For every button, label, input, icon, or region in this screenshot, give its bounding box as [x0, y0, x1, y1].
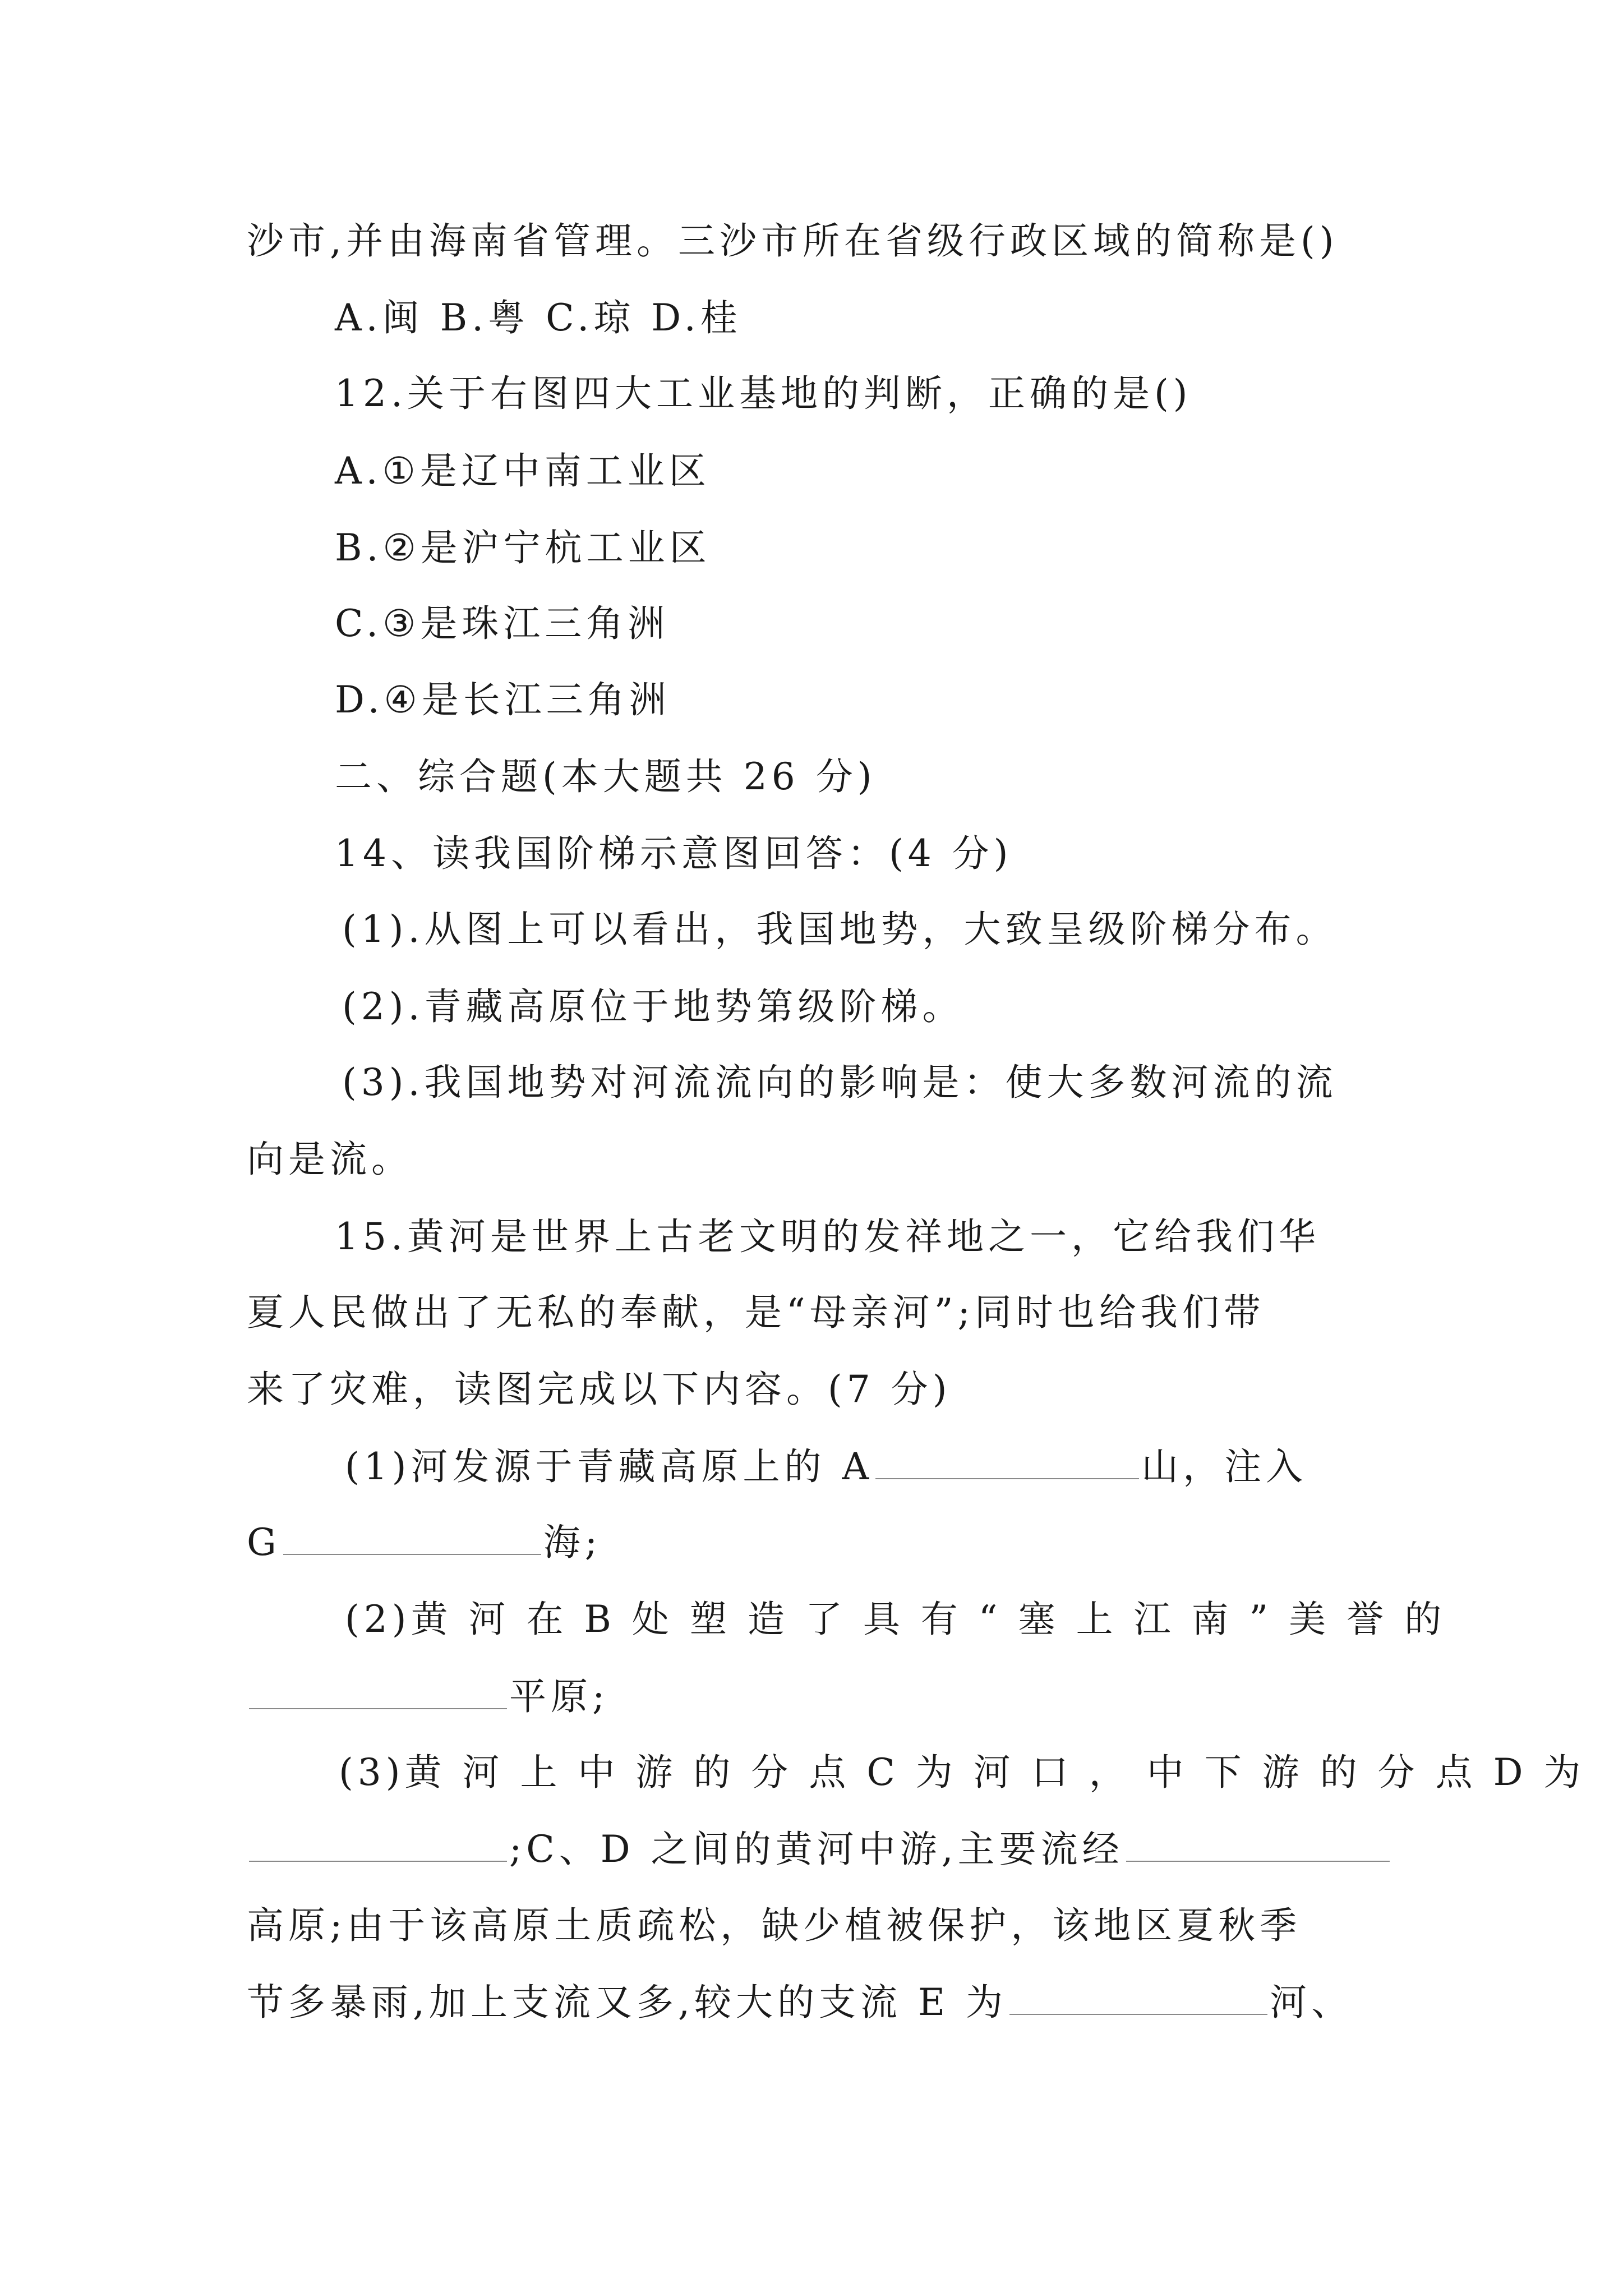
q15-part-2-cont-text: 平原; — [509, 1675, 610, 1718]
q15-stem-1: 15.黄河是世界上古老文明的发祥地之一，它给我们华 — [335, 1215, 1320, 1258]
section-heading: 二、综合题(本大题共 26 分) — [335, 755, 877, 798]
q15-part-3-cont-2: 高原;由于该高原土质疏松，缺少植被保护，该地区夏秋季 — [247, 1904, 1302, 1947]
q12-stem: 12.关于右图四大工业基地的判断，正确的是() — [335, 372, 1192, 415]
q14-part-1: (1).从图上可以看出，我国地势，大致呈级阶梯分布。 — [342, 908, 1338, 951]
answer-blank-d[interactable] — [249, 1828, 507, 1862]
q15-part-3-cont — [247, 1827, 1392, 1872]
q15-part-3-cont-3-text: 节多暴雨,加上支流又多,较大的支流 E 为 — [247, 1981, 1008, 2024]
answer-blank-plateau[interactable] — [1126, 1828, 1390, 1862]
q15-part-3-cont-text: ;C、D 之间的黄河中游,主要流经 — [509, 1828, 1124, 1871]
q15-part-1-cont-text: G — [247, 1521, 281, 1564]
text-line-1: 沙市,并由海南省管理。三沙市所在省级行政区域的简称是() — [247, 219, 1339, 263]
q15-part-1 — [345, 1444, 1307, 1489]
q15-part-3-cont-3-end: 河、 — [1270, 1981, 1353, 2024]
q15-part-3-cont-3 — [247, 1980, 1353, 2025]
q12-option-d: D.④是长江三角洲 — [335, 678, 671, 721]
q15-part-1-cont-end: 海; — [543, 1521, 602, 1564]
answer-blank-b[interactable] — [249, 1676, 507, 1709]
q14-part-2: (2).青藏高原位于地势第级阶梯。 — [342, 985, 964, 1028]
answer-blank-a[interactable] — [875, 1446, 1139, 1479]
answer-blank-e[interactable] — [1009, 1981, 1267, 2015]
q11-options: A.闽 B.粤 C.琼 D.桂 — [335, 296, 742, 339]
answer-blank-g[interactable] — [283, 1521, 541, 1555]
q15-part-2-cont — [247, 1674, 609, 1719]
q15-part-1-text: (1)河发源于青藏高原上的 A — [345, 1445, 874, 1488]
q14-stem: 14、读我国阶梯示意图回答：(4 分) — [335, 832, 1013, 875]
q15-part-1-cont — [247, 1520, 602, 1565]
q15-part-2: (2)黄 河 在 B 处 塑 造 了 具 有 “ 塞 上 江 南 ” 美 誉 的 — [345, 1598, 1446, 1641]
q15-stem-2: 夏人民做出了无私的奉献，是“母亲河”;同时也给我们带 — [247, 1291, 1265, 1334]
q12-option-b: B.②是沪宁杭工业区 — [335, 526, 711, 569]
q14-part-3: (3).我国地势对河流流向的影响是：使大多数河流的流 — [342, 1061, 1338, 1104]
q15-stem-3: 来了灾难，读图完成以下内容。(7 分) — [247, 1368, 952, 1411]
q14-part-3-cont: 向是流。 — [247, 1138, 413, 1181]
q15-part-1-text-end: 山，注入 — [1141, 1445, 1308, 1488]
q12-option-a: A.①是辽中南工业区 — [335, 449, 711, 493]
q15-part-3: (3)黄 河 上 中 游 的 分 点 C 为 河 口 ， 中 下 游 的 分 点 D 为 — [339, 1751, 1585, 1794]
q12-option-c: C.③是珠江三角洲 — [335, 602, 670, 645]
